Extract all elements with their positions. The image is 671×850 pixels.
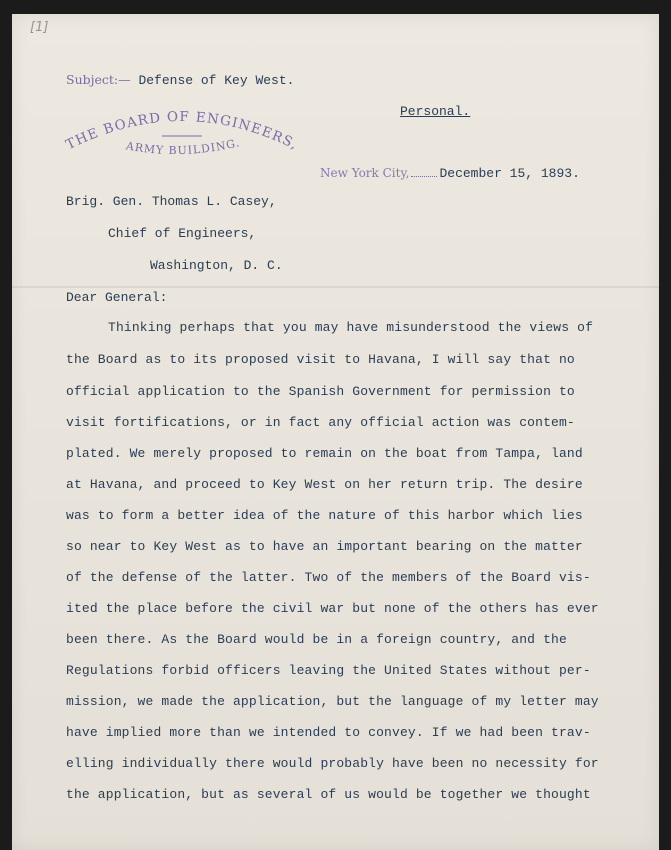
stamp-line1: THE BOARD OF ENGINEERS,: [64, 108, 300, 154]
address-line-1: Brig. Gen. Thomas L. Casey,: [66, 194, 277, 209]
body-line: Thinking perhaps that you may have misunderstood the views of: [108, 320, 594, 335]
body-line: at Havana, and proceed to Key West on her return trip. The desire: [66, 477, 583, 492]
archive-mark: [1]: [30, 20, 49, 35]
body-line: visit fortifications, or in fact any official action was contem-: [66, 415, 575, 430]
body-line: the application, but as several of us would be together we thought: [66, 787, 591, 802]
letter-page: [12, 14, 659, 850]
subject-label: Subject:—: [66, 72, 131, 87]
personal-mark: Personal.: [400, 104, 471, 119]
address-line-3: Washington, D. C.: [150, 258, 283, 273]
date-place: New York City,: [320, 166, 410, 180]
stamp-line2: ARMY BUILDING.: [125, 136, 242, 158]
address-line-2: Chief of Engineers,: [108, 226, 257, 241]
subject-line: [66, 72, 294, 88]
body-line: elling individually there would probably have been no necessity for: [66, 756, 599, 771]
body-line: was to form a better idea of the nature of this harbor which lies: [66, 508, 583, 523]
body-line: plated. We merely proposed to remain on the boat from Tampa, land: [66, 446, 583, 461]
body-line: Regulations forbid officers leaving the United States without per-: [66, 663, 591, 678]
date-value: December 15, 1893.: [439, 166, 580, 181]
paper-fold: [12, 286, 659, 288]
body-line: so near to Key West as to have an important bearing on the matter: [66, 539, 583, 554]
body-line: have implied more than we intended to convey. If we had been trav-: [66, 725, 591, 740]
body-line: been there. As the Board would be in a foreign country, and the: [66, 632, 567, 647]
body-line: mission, we made the application, but the language of my letter may: [66, 694, 599, 709]
body-line: of the defense of the latter. Two of the members of the Board vis-: [66, 570, 591, 585]
body-line: the Board as to its proposed visit to Havana, I will say that no: [66, 352, 575, 367]
body-line: official application to the Spanish Government for permission to: [66, 384, 575, 399]
subject-text: Defense of Key West.: [138, 73, 295, 88]
body-line: ited the place before the civil war but none of the others has ever: [66, 601, 599, 616]
dateline: [320, 166, 580, 181]
letterhead-stamp: [64, 102, 300, 158]
salutation: Dear General:: [66, 290, 168, 305]
